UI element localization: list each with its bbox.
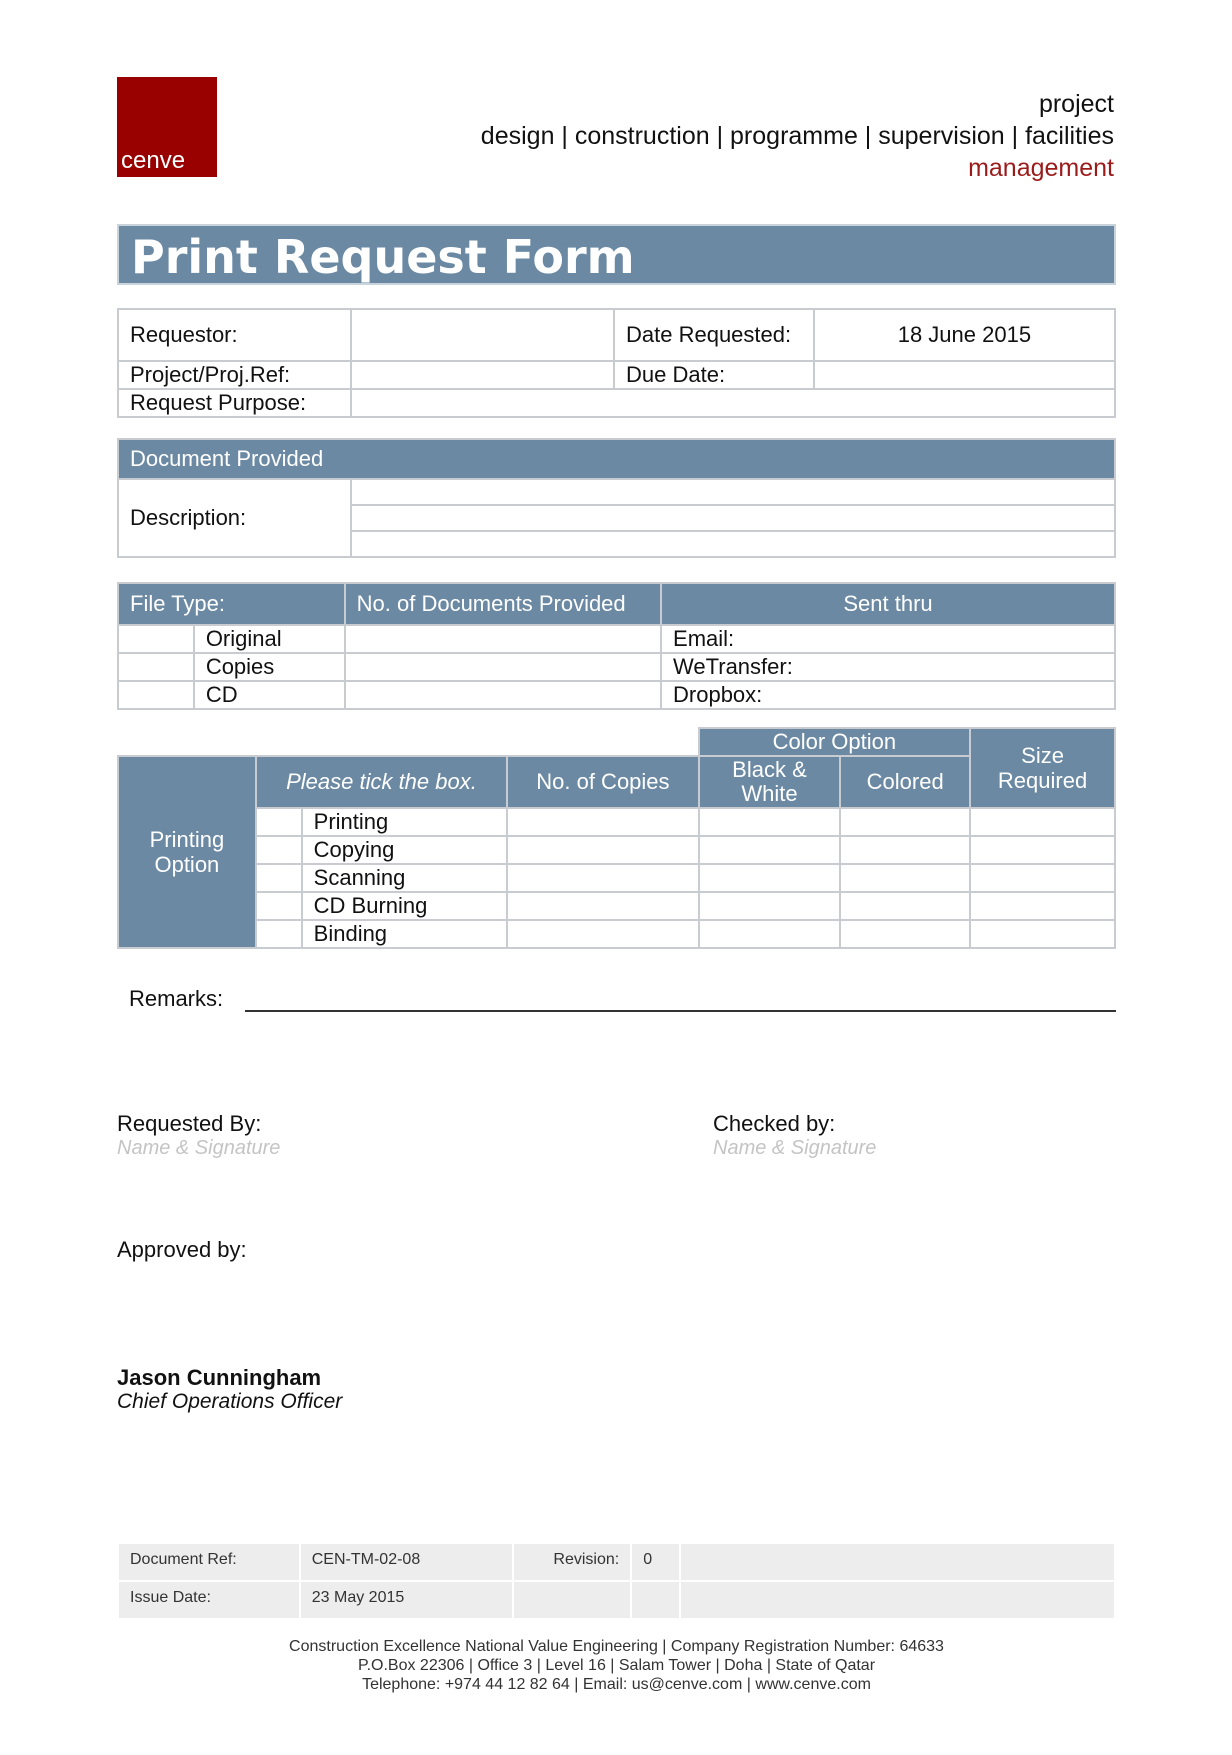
remarks-line[interactable] bbox=[245, 1010, 1116, 1012]
description-line-1[interactable] bbox=[351, 479, 1115, 505]
issue-date-label: Issue Date: bbox=[118, 1581, 300, 1619]
due-date-label: Due Date: bbox=[614, 361, 814, 389]
size-field[interactable] bbox=[970, 920, 1115, 948]
size-field[interactable] bbox=[970, 892, 1115, 920]
blank-cell bbox=[118, 728, 699, 756]
date-requested-label: Date Requested: bbox=[614, 309, 814, 361]
remarks-label: Remarks: bbox=[129, 986, 224, 1011]
footer-line-2: P.O.Box 22306 | Office 3 | Level 16 | Salam Tower | Doha | State of Qatar bbox=[357, 1657, 876, 1674]
colored-field[interactable] bbox=[840, 808, 970, 836]
requested-by-label: Requested By: bbox=[117, 1111, 262, 1136]
company-footer bbox=[117, 1637, 1116, 1694]
file-type-checkbox[interactable] bbox=[118, 681, 194, 709]
option-checkbox[interactable] bbox=[256, 864, 302, 892]
copies-field[interactable] bbox=[507, 920, 698, 948]
colored-header: Colored bbox=[840, 756, 970, 808]
doc-ref-value: CEN-TM-02-08 bbox=[300, 1543, 514, 1581]
tagline-line-2: design | construction | programme | supervision | facilities bbox=[480, 122, 1114, 150]
revision-value: 0 bbox=[631, 1543, 680, 1581]
size-field[interactable] bbox=[970, 864, 1115, 892]
footer-line-3: Telephone: +974 44 12 82 64 | Email: us@cenve.com | www.cenve.com bbox=[362, 1676, 871, 1693]
copies-field[interactable] bbox=[507, 808, 698, 836]
num-documents-field[interactable] bbox=[345, 625, 661, 653]
approver-title: Chief Operations Officer bbox=[117, 1390, 343, 1413]
black-white-field[interactable] bbox=[699, 808, 841, 836]
blank-cell bbox=[680, 1543, 1115, 1581]
print-option-label: Printing bbox=[302, 808, 508, 836]
print-option-label: Binding bbox=[302, 920, 508, 948]
company-tagline bbox=[481, 88, 1114, 184]
request-info-table bbox=[117, 308, 1116, 418]
print-option-label: Scanning bbox=[302, 864, 508, 892]
checked-by-label: Checked by: bbox=[713, 1111, 836, 1136]
document-reference-table bbox=[117, 1542, 1116, 1620]
black-white-field[interactable] bbox=[699, 864, 841, 892]
color-option-header: Color Option bbox=[699, 728, 971, 756]
print-option-label: Copying bbox=[302, 836, 508, 864]
logo-text: cenve bbox=[121, 147, 186, 174]
colored-field[interactable] bbox=[840, 892, 970, 920]
due-date-field[interactable] bbox=[814, 361, 1115, 389]
blank-cell bbox=[631, 1581, 680, 1619]
company-logo bbox=[117, 77, 217, 177]
request-purpose-field[interactable] bbox=[351, 389, 1115, 417]
size-required-header: Size Required bbox=[970, 728, 1115, 808]
issue-date-value: 23 May 2015 bbox=[300, 1581, 514, 1619]
doc-ref-label: Document Ref: bbox=[118, 1543, 300, 1581]
description-line-2[interactable] bbox=[351, 505, 1115, 531]
file-type-label: CD bbox=[194, 681, 345, 709]
size-field[interactable] bbox=[970, 808, 1115, 836]
colored-field[interactable] bbox=[840, 920, 970, 948]
checked-by-signature[interactable]: Name & Signature bbox=[713, 1137, 877, 1159]
num-documents-header: No. of Documents Provided bbox=[345, 583, 661, 625]
document-provided-header: Document Provided bbox=[118, 439, 1115, 479]
option-checkbox[interactable] bbox=[256, 836, 302, 864]
black-white-header: Black & White bbox=[699, 756, 841, 808]
printing-option-label: Printing Option bbox=[118, 756, 256, 948]
description-line-3[interactable] bbox=[351, 531, 1115, 557]
description-label: Description: bbox=[118, 479, 351, 557]
printing-option-table bbox=[117, 727, 1116, 949]
colored-field[interactable] bbox=[840, 864, 970, 892]
size-field[interactable] bbox=[970, 836, 1115, 864]
approver-name: Jason Cunningham bbox=[117, 1365, 322, 1390]
black-white-field[interactable] bbox=[699, 892, 841, 920]
num-documents-field[interactable] bbox=[345, 681, 661, 709]
file-type-header: File Type: bbox=[118, 583, 345, 625]
num-copies-header: No. of Copies bbox=[507, 756, 698, 808]
copies-field[interactable] bbox=[507, 836, 698, 864]
option-checkbox[interactable] bbox=[256, 808, 302, 836]
file-type-table bbox=[117, 582, 1116, 710]
project-ref-field[interactable] bbox=[351, 361, 614, 389]
sent-option-label: Email: bbox=[661, 625, 1115, 653]
revision-label: Revision: bbox=[513, 1543, 631, 1581]
footer-line-1: Construction Excellence National Value Engineering | Company Registration Number: 64633 bbox=[289, 1638, 944, 1655]
request-purpose-label: Request Purpose: bbox=[118, 389, 351, 417]
form-title: Print Request Form bbox=[131, 230, 635, 284]
sent-thru-header: Sent thru bbox=[661, 583, 1115, 625]
copies-field[interactable] bbox=[507, 864, 698, 892]
project-ref-label: Project/Proj.Ref: bbox=[118, 361, 351, 389]
tagline-line-3: management bbox=[968, 154, 1114, 182]
tagline-line-1: project bbox=[1038, 90, 1114, 118]
blank-cell bbox=[513, 1581, 631, 1619]
option-checkbox[interactable] bbox=[256, 920, 302, 948]
requestor-field[interactable] bbox=[351, 309, 614, 361]
file-type-label: Original bbox=[194, 625, 345, 653]
date-requested-value[interactable]: 18 June 2015 bbox=[814, 309, 1115, 361]
requested-by-signature[interactable]: Name & Signature bbox=[117, 1137, 281, 1159]
requestor-label: Requestor: bbox=[118, 309, 351, 361]
document-provided-table bbox=[117, 438, 1116, 558]
black-white-field[interactable] bbox=[699, 836, 841, 864]
sent-option-label: WeTransfer: bbox=[661, 653, 1115, 681]
approved-by-label: Approved by: bbox=[117, 1237, 247, 1262]
colored-field[interactable] bbox=[840, 836, 970, 864]
blank-cell bbox=[680, 1581, 1115, 1619]
file-type-label: Copies bbox=[194, 653, 345, 681]
black-white-field[interactable] bbox=[699, 920, 841, 948]
option-checkbox[interactable] bbox=[256, 892, 302, 920]
print-option-label: CD Burning bbox=[302, 892, 508, 920]
tick-box-header: Please tick the box. bbox=[256, 756, 507, 808]
copies-field[interactable] bbox=[507, 892, 698, 920]
num-documents-field[interactable] bbox=[345, 653, 661, 681]
form-title-bar bbox=[117, 224, 1116, 285]
file-type-checkbox[interactable] bbox=[118, 653, 194, 681]
sent-option-label: Dropbox: bbox=[661, 681, 1115, 709]
file-type-checkbox[interactable] bbox=[118, 625, 194, 653]
